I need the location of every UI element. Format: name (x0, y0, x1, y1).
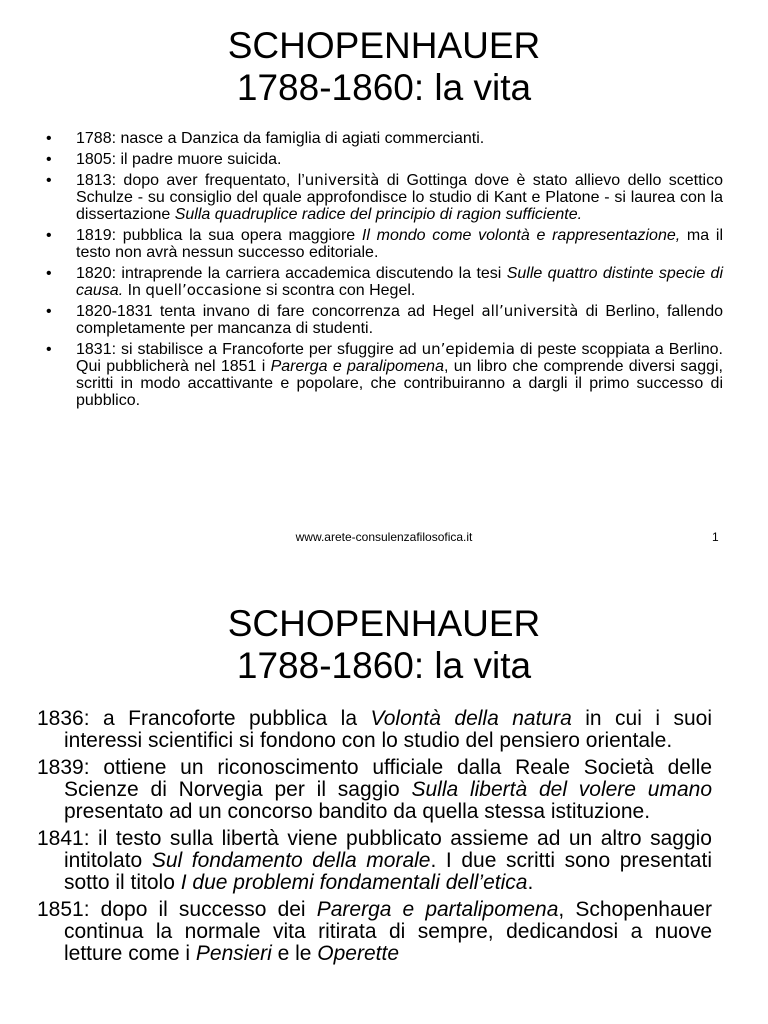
slide-title (39, 590, 729, 687)
list-item: • 1819: pubblica la sua opera maggiore Il mondo come volontà e rappresentazione, ma il testo non avrà nessun successo editoriale. (46, 227, 724, 261)
list-item: • 1788: nasce a Danzica da famiglia di agiati commercianti. (46, 130, 485, 147)
slide-title (39, 0, 729, 109)
bullet-marker: • (46, 130, 52, 147)
bullet-list (42, 130, 723, 413)
list-item: 1839: ottiene un riconoscimento ufficiale dalla Reale Società delle Scienze di Norvegia per il saggio Sulla libertà del volere umano presentato ad un concorso bandito da quella stessa istituzione. (37, 756, 712, 823)
title-line-1: SCHOPENHAUER (227, 603, 541, 644)
bullet-marker: • (46, 341, 52, 358)
list-item: 1841: il testo sulla libertà viene pubblicato assieme ad un altro saggio intitolato Sul fondamento della morale. I due scritti sono presentati sotto il titolo I due problemi fondamentali dell’etica. (37, 827, 712, 894)
list-item: • 1805: il padre muore suicida. (46, 151, 282, 168)
list-item: 1851: dopo il successo dei Parerga e partalipomena, Schopenhauer continua la normale vita ritirata di sempre, dedicandosi a nuove letture come i Pensieri e le Operette (37, 898, 712, 965)
title-line-2: 1788-1860: la vita (236, 67, 532, 108)
bullet-marker: • (46, 303, 52, 320)
list-item: • 1820: intraprende la carriera accademica discutendo la tesi Sulle quattro distinte specie di causa. In quell’occasione si scontra con Hegel. (46, 265, 723, 299)
list-item: • 1820-1831 tenta invano di fare concorrenza ad Hegel all’università di Berlino, fallendo completamente per mancanza di studenti. (46, 302, 724, 337)
bullet-marker: • (46, 151, 52, 168)
paragraph-list (37, 708, 712, 970)
slide-2 (0, 590, 768, 1024)
page-number: 1 (712, 530, 719, 544)
bullet-marker: • (46, 172, 52, 189)
list-item: • 1813: dopo aver frequentato, l’università di Gottinga dove è stato allievo dello scettico Schulze - su consiglio del quale approfondisce lo studio di Kant e Platone - si laurea con la dissertazione Sulla quadruplice radice del principio di ragion sufficiente. (46, 171, 723, 223)
list-item: • 1831: si stabilisce a Francoforte per sfuggire ad un’epidemia di peste scoppiata a Berlino. Qui pubblicherà nel 1851 i Parerga e paralipomena, un libro che comprende diversi saggi, scritti in modo accattivante e popolare, che contribuiranno a dargli il primo successo di pubblico. (46, 340, 724, 409)
footer-url: www.arete-consulenzafilosofica.it (295, 530, 473, 544)
title-line-2: 1788-1860: la vita (236, 645, 532, 686)
bullet-marker: • (46, 227, 52, 244)
bullet-marker: • (46, 265, 52, 282)
list-item: 1836: a Francoforte pubblica la Volontà della natura in cui i suoi interessi scientifici si fondono con lo studio del pensiero orientale. (37, 707, 713, 752)
title-line-1: SCHOPENHAUER (227, 25, 541, 66)
